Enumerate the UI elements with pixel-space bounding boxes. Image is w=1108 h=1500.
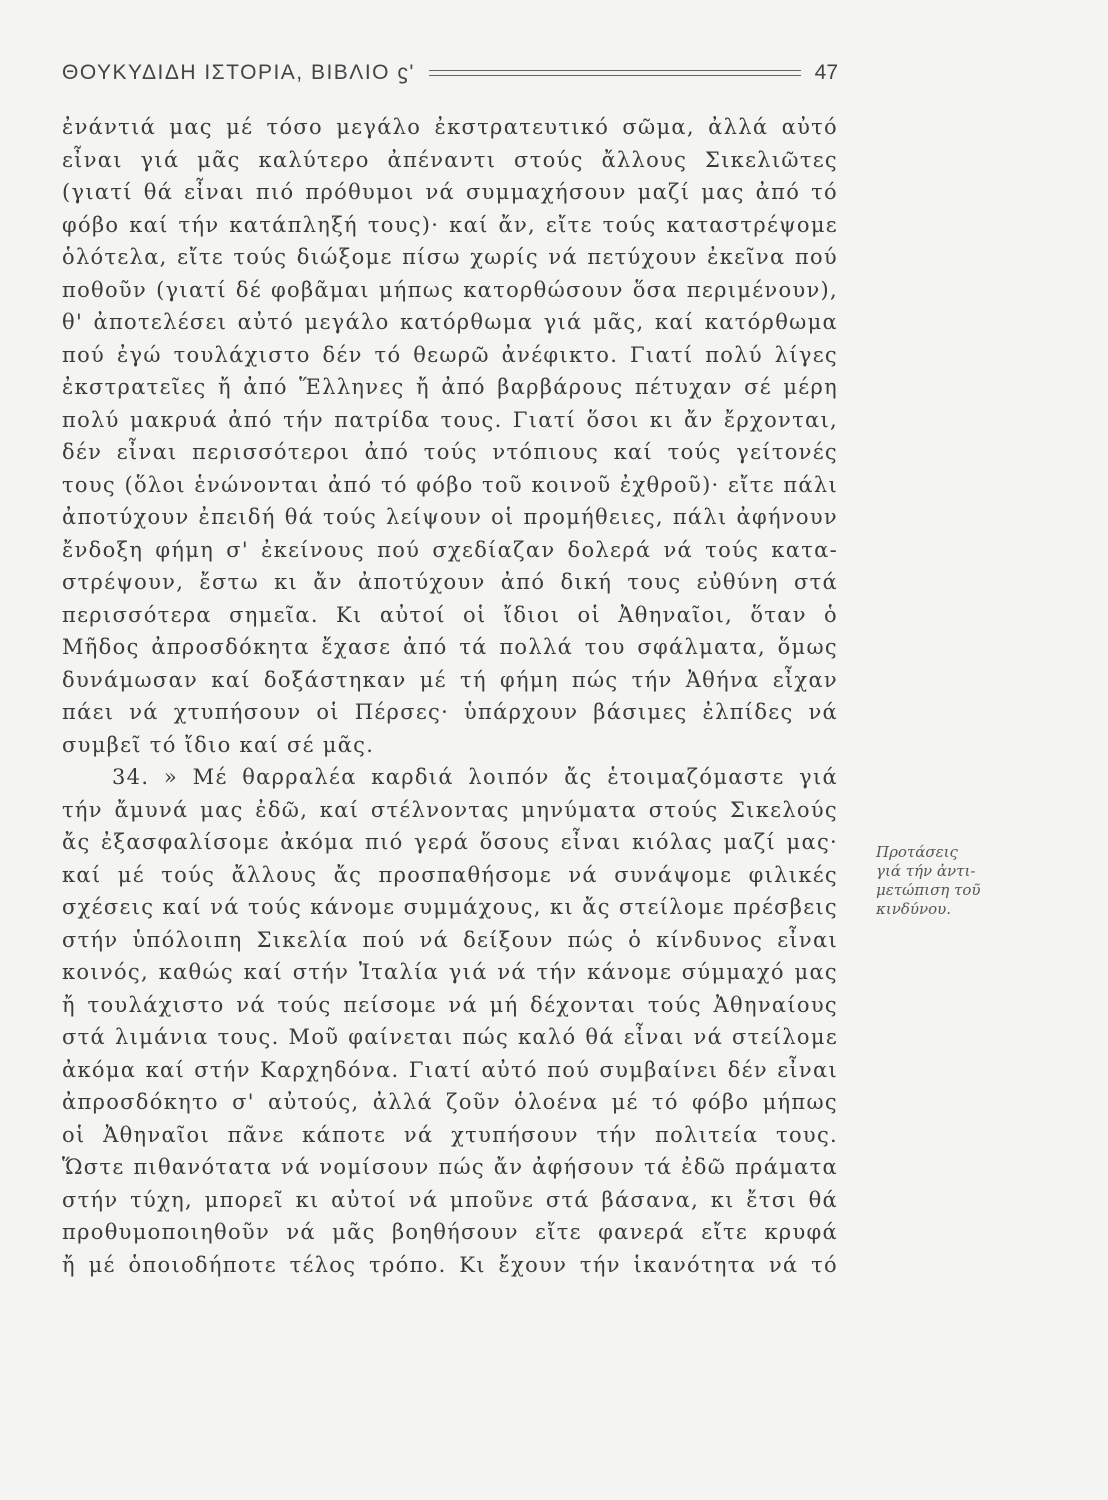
text-line: Ὥστε πιθανότατα νά νομίσουν πώς ἄν ἀφήσουν τά ἐδῶ πράματα bbox=[62, 1155, 838, 1179]
text-line: τους (ὅλοι ἑνώνονται ἀπό τό φόβο τοῦ κοινοῦ ἐχθροῦ)· εἴτε πάλι bbox=[62, 472, 838, 497]
text-line: σχέσεις καί νά τούς κάνομε συμμάχους, κι ἄς στείλομε πρέσβεις bbox=[62, 895, 838, 919]
text-line: ἀποτύχουν ἐπειδή θά τούς λείψουν οἱ προμήθειες, πάλι ἀφήνουν bbox=[62, 505, 838, 529]
text-line: ἀκόμα καί στήν Καρχηδόνα. Γιατί αὐτό πού συμβαίνει δέν εἶναι bbox=[62, 1057, 838, 1082]
text-line: προθυμοποιηθοῦν νά μᾶς βοηθήσουν εἴτε φανερά εἴτε κρυφά bbox=[62, 1220, 838, 1244]
header-double-rule bbox=[429, 70, 801, 76]
text-line: στά λιμάνια τους. Μοῦ φαίνεται πώς καλό θά εἶναι νά στείλομε bbox=[62, 1025, 838, 1049]
text-line: ἤ τουλάχιστο νά τούς πείσομε νά μή δέχονται τούς Ἀθηναίους bbox=[62, 992, 838, 1017]
margin-note bbox=[876, 843, 1046, 919]
chapter-34-first-line: 34. » Μέ θαρραλέα καρδιά λοιπόν ἄς ἑτοιμαζόμαστε γιά bbox=[112, 765, 838, 789]
text-line: ἤ μέ ὁποιοδήποτε τέλος τρόπο. Κι ἔχουν τήν ἱκανότητα νά τό bbox=[62, 1252, 838, 1277]
text-line: συμβεῖ τό ἴδιο καί σέ μᾶς. bbox=[62, 732, 375, 757]
text-line: καί μέ τούς ἄλλους ἄς προσπαθήσομε νά συνάψομε φιλικές bbox=[62, 862, 838, 887]
margin-note-line: Προτάσεις bbox=[876, 843, 958, 861]
text-line: δέν εἶναι περισσότεροι ἀπό τούς ντόπιους καί τούς γείτονές bbox=[62, 440, 838, 464]
margin-note-line: κινδύνου. bbox=[876, 900, 952, 918]
text-line: πολύ μακρυά ἀπό τήν πατρίδα τους. Γιατί ὅσοι κι ἄν ἔρχονται, bbox=[62, 407, 838, 432]
page-header bbox=[62, 58, 838, 88]
text-line: τήν ἄμυνά μας ἐδῶ, καί στέλνοντας μηνύματα στούς Σικελούς bbox=[62, 797, 838, 822]
text-line: (γιατί θά εἶναι πιό πρόθυμοι νά συμμαχήσουν μαζί μας ἀπό τό bbox=[62, 180, 838, 204]
text-line: κοινός, καθώς καί στήν Ἰταλία γιά νά τήν κάνομε σύμμαχό μας bbox=[62, 960, 838, 984]
text-line: περισσότερα σημεῖα. Κι αὐτοί οἱ ἴδιοι οἱ Ἀθηναῖοι, ὅταν ὁ bbox=[62, 602, 838, 627]
text-line: στήν ὑπόλοιπη Σικελία πού νά δείξουν πώς ὁ κίνδυνος εἶναι bbox=[62, 927, 838, 952]
text-line: πάει νά χτυπήσουν οἱ Πέρσες· ὑπάρχουν βάσιμες ἐλπίδες νά bbox=[62, 700, 838, 724]
text-line: εἶναι γιά μᾶς καλύτερο ἀπέναντι στούς ἄλλους Σικελιῶτες bbox=[62, 147, 838, 172]
margin-note-line: γιά τήν ἀντι- bbox=[876, 862, 976, 880]
text-line: ὁλότελα, εἴτε τούς διώξομε πίσω χωρίς νά πετύχουν ἐκεῖνα πού bbox=[62, 245, 838, 269]
text-line: ποθοῦν (γιατί δέ φοβᾶμαι μήπως κατορθώσουν ὅσα περιμένουν), bbox=[62, 277, 838, 302]
page-number: 47 bbox=[814, 61, 838, 84]
text-line: ἄς ἐξασφαλίσομε ἀκόμα πιό γερά ὅσους εἶναι κιόλας μαζί μας· bbox=[62, 830, 838, 854]
text-line: πού ἐγώ τουλάχιστο δέν τό θεωρῶ ἀνέφικτο. Γιατί πολύ λίγες bbox=[62, 342, 838, 367]
body-text bbox=[62, 111, 838, 1281]
text-line: Μῆδος ἀπροσδόκητα ἔχασε ἀπό τά πολλά του σφάλματα, ὅμως bbox=[62, 635, 838, 659]
margin-note-line: μετώπιση τοῦ bbox=[876, 881, 981, 899]
text-line: θ' ἀποτελέσει αὐτό μεγάλο κατόρθωμα γιά μᾶς, καί κατόρθωμα bbox=[62, 310, 838, 334]
running-title: ΘΟΥΚΥΔΙΔΗ ΙΣΤΟΡΙΑ, ΒΙΒΛΙΟ ϛ' bbox=[62, 61, 415, 84]
text-line: ἀπροσδόκητο σ' αὐτούς, ἀλλά ζοῦν ὁλοένα μέ τό φόβο μήπως bbox=[62, 1090, 838, 1114]
text-line: φόβο καί τήν κατάπληξή τους)· καί ἄν, εἴτε τούς καταστρέψομε bbox=[62, 212, 838, 237]
text-line: δυνάμωσαν καί δοξάστηκαν μέ τή φήμη πώς τήν Ἀθήνα εἶχαν bbox=[62, 667, 838, 692]
text-line: ἔνδοξη φήμη σ' ἐκείνους πού σχεδίαζαν δολερά νά τούς κατα- bbox=[62, 537, 838, 562]
text-line: στρέψουν, ἔστω κι ἄν ἀποτύχουν ἀπό δική τους εὐθύνη στά bbox=[62, 570, 838, 594]
text-line: ἐνάντιά μας μέ τόσο μεγάλο ἐκστρατευτικό σῶμα, ἀλλά αὐτό bbox=[62, 115, 838, 139]
text-line: στήν τύχη, μπορεῖ κι αὐτοί νά μποῦνε στά βάσανα, κι ἔτσι θά bbox=[62, 1187, 838, 1212]
text-line: οἱ Ἀθηναῖοι πᾶνε κάποτε νά χτυπήσουν τήν πολιτεία τους. bbox=[62, 1122, 838, 1147]
text-line: ἐκστρατεῖες ἤ ἀπό Ἕλληνες ἤ ἀπό βαρβάρους πέτυχαν σέ μέρη bbox=[62, 375, 838, 399]
